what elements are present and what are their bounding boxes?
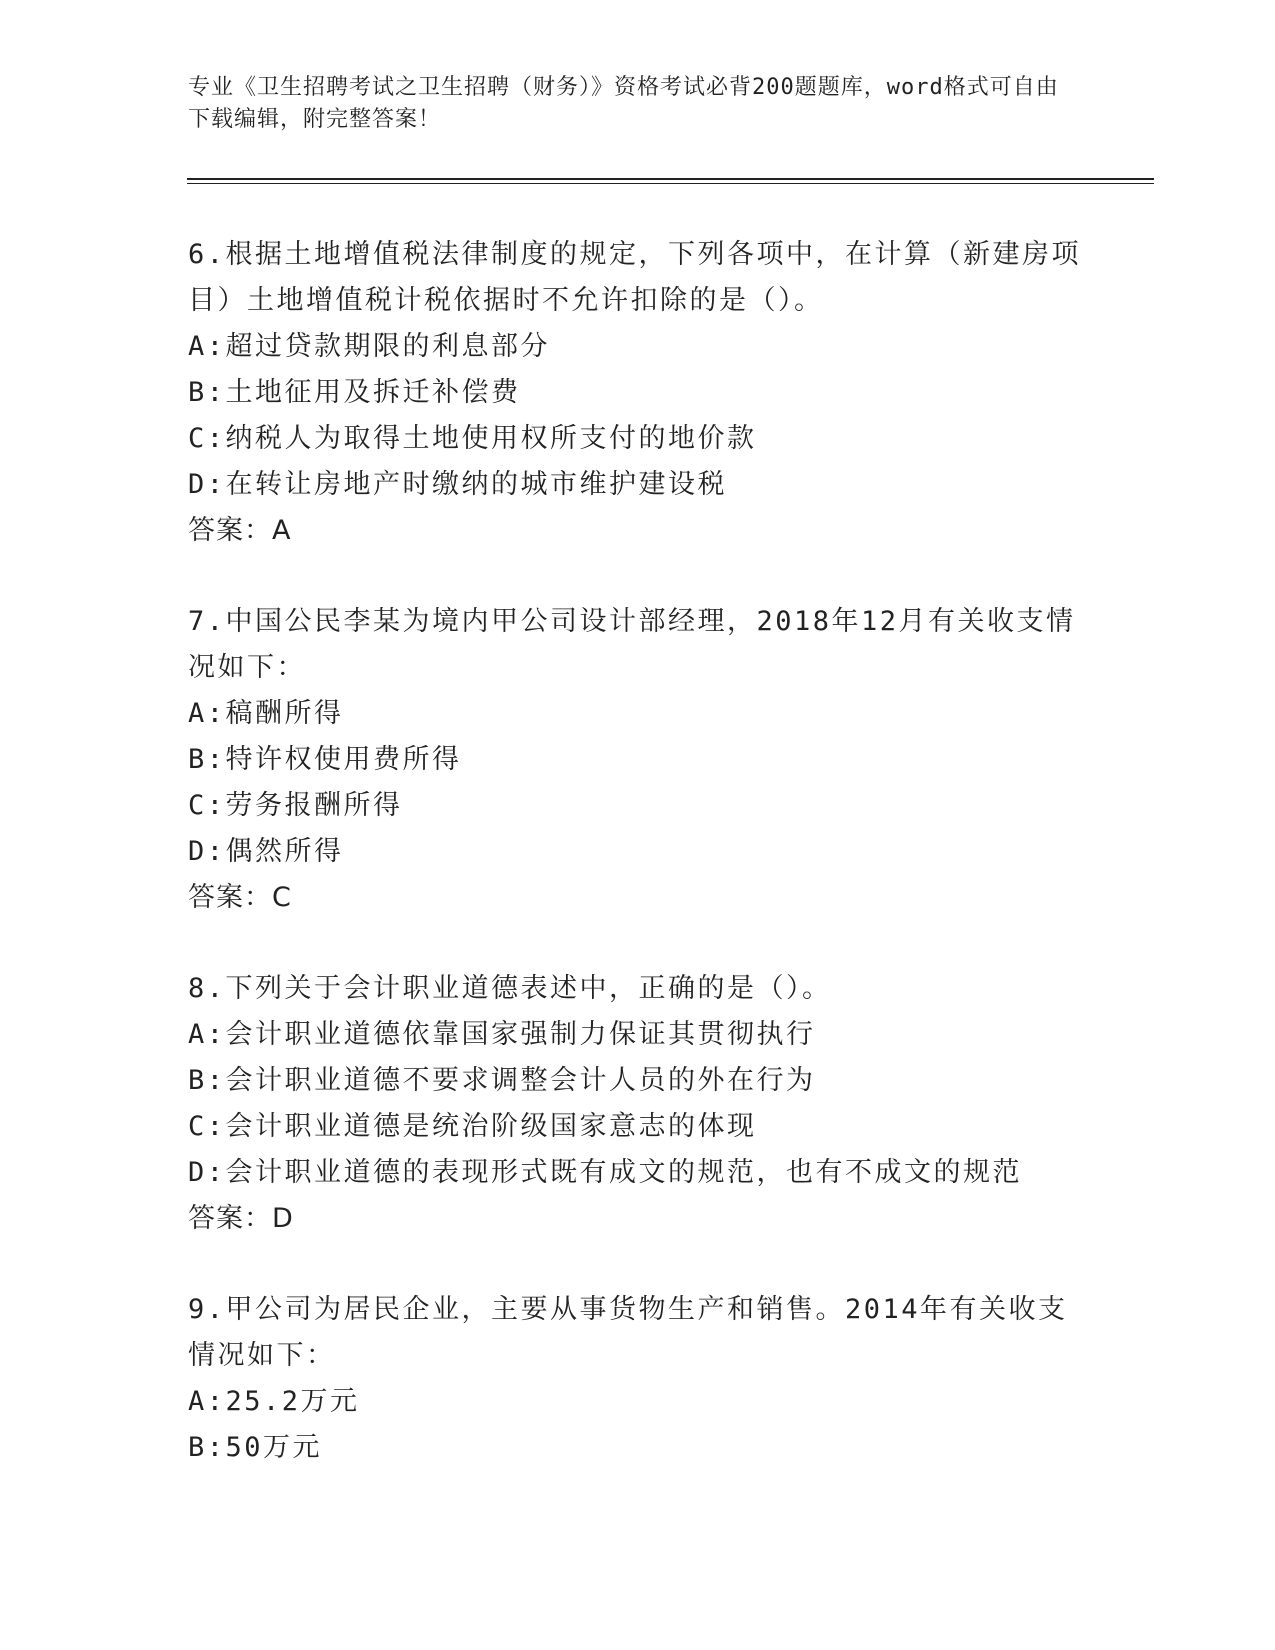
option-d: D:会计职业道德的表现形式既有成文的规范，也有不成文的规范	[188, 1157, 1023, 1188]
header-divider	[187, 178, 1154, 180]
option-c: C:会计职业道德是统治阶级国家意志的体现	[188, 1111, 757, 1142]
question-stem: 9.甲公司为居民企业，主要从事货物生产和销售。2014年有关收支情况如下：	[188, 1294, 1068, 1371]
question-9	[188, 1287, 1088, 1471]
document-header: 专业《卫生招聘考试之卫生招聘（财务）》资格考试必背200题题库，word格式可自由下载编辑，附完整答案！	[188, 75, 1059, 132]
option-a: A:25.2万元	[188, 1386, 360, 1417]
question-stem: 7.中国公民李某为境内甲公司设计部经理，2018年12月有关收支情况如下：	[188, 606, 1076, 683]
option-c: C:纳税人为取得土地使用权所支付的地价款	[188, 423, 757, 454]
question-stem: 8.下列关于会计职业道德表述中，正确的是（）。	[188, 973, 832, 1004]
option-b: B:特许权使用费所得	[188, 744, 462, 775]
question-8	[188, 966, 1088, 1242]
question-stem: 6.根据土地增值税法律制度的规定，下列各项中，在计算（新建房项目）土地增值税计税依据时不允许扣除的是（）。	[188, 239, 1082, 316]
option-a: A:会计职业道德依靠国家强制力保证其贯彻执行	[188, 1019, 816, 1050]
option-b: B:会计职业道德不要求调整会计人员的外在行为	[188, 1065, 816, 1096]
option-c: C:劳务报酬所得	[188, 790, 403, 821]
question-7	[188, 599, 1088, 921]
question-6	[188, 232, 1088, 554]
option-a: A:超过贷款期限的利息部分	[188, 331, 551, 362]
option-a: A:稿酬所得	[188, 698, 344, 729]
answer: 答案：D	[188, 1203, 294, 1234]
option-b: B:50万元	[188, 1432, 323, 1463]
header-divider-thin	[187, 183, 1154, 184]
answer: 答案：C	[188, 882, 292, 913]
option-d: D:在转让房地产时缴纳的城市维护建设税	[188, 469, 728, 500]
answer: 答案：A	[188, 515, 292, 546]
question-list	[188, 232, 1088, 1516]
option-d: D:偶然所得	[188, 836, 344, 867]
option-b: B:土地征用及拆迁补偿费	[188, 377, 521, 408]
